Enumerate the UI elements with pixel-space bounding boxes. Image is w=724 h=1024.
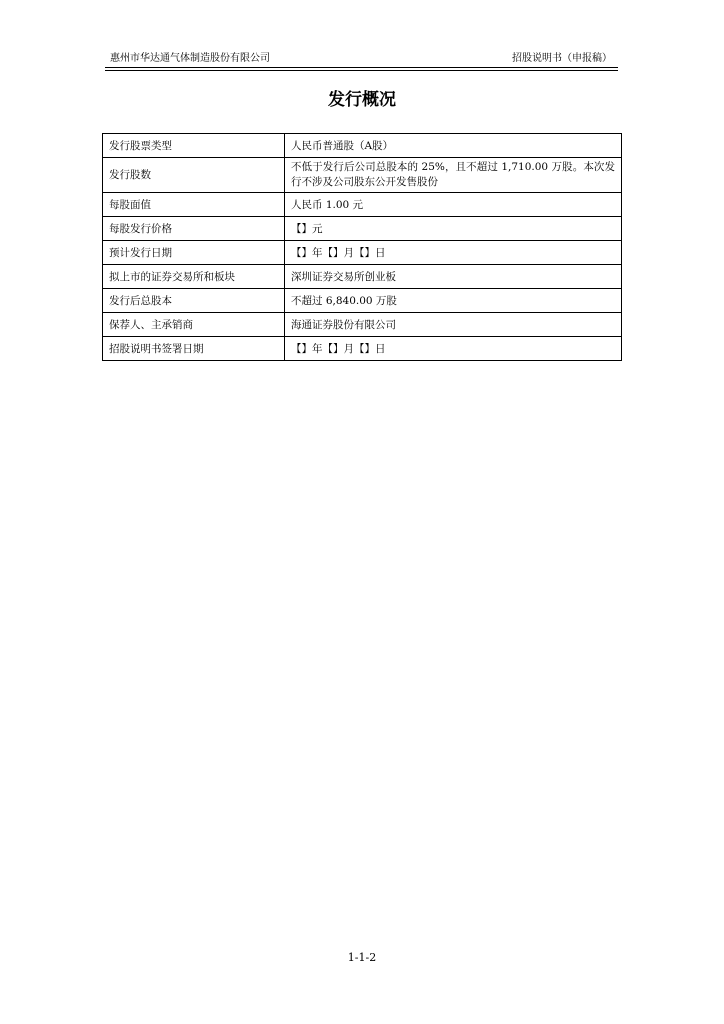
page-number: 1-1-2 <box>347 951 377 964</box>
table-row <box>103 217 622 241</box>
header-document-name: 招股说明书（申报稿） <box>512 53 612 64</box>
header-rule-thin <box>105 70 618 71</box>
row-value: 不超过 6,840.00 万股 <box>285 289 622 313</box>
table-row <box>103 241 622 265</box>
row-value: 人民币普通股（A股） <box>285 134 622 158</box>
row-value: 【】年【】月【】日 <box>285 241 622 265</box>
row-value: 【】元 <box>285 217 622 241</box>
table-row <box>103 134 622 158</box>
row-value: 不低于发行后公司总股本的 25%，且不超过 1,710.00 万股。本次发行不涉及公司股东公开发售股份 <box>285 158 622 193</box>
row-value: 海通证券股份有限公司 <box>285 313 622 337</box>
row-label: 每股发行价格 <box>103 217 285 241</box>
row-label: 每股面值 <box>103 193 285 217</box>
row-label: 发行股票类型 <box>103 134 285 158</box>
row-label: 发行股数 <box>103 158 285 193</box>
row-value: 人民币 1.00 元 <box>285 193 622 217</box>
row-label: 预计发行日期 <box>103 241 285 265</box>
page-header <box>105 51 618 66</box>
offering-summary-table <box>102 133 622 361</box>
table-row <box>103 265 622 289</box>
table-row <box>103 289 622 313</box>
row-label: 招股说明书签署日期 <box>103 337 285 361</box>
table-row <box>103 313 622 337</box>
row-label: 保荐人、主承销商 <box>103 313 285 337</box>
row-value: 【】年【】月【】日 <box>285 337 622 361</box>
row-label: 发行后总股本 <box>103 289 285 313</box>
row-label: 拟上市的证券交易所和板块 <box>103 265 285 289</box>
page-title: 发行概况 <box>328 90 396 110</box>
row-value: 深圳证券交易所创业板 <box>285 265 622 289</box>
header-rule-thick <box>105 67 618 68</box>
table-row <box>103 193 622 217</box>
table-row <box>103 158 622 193</box>
header-company-name: 惠州市华达通气体制造股份有限公司 <box>110 53 270 64</box>
table-row <box>103 337 622 361</box>
